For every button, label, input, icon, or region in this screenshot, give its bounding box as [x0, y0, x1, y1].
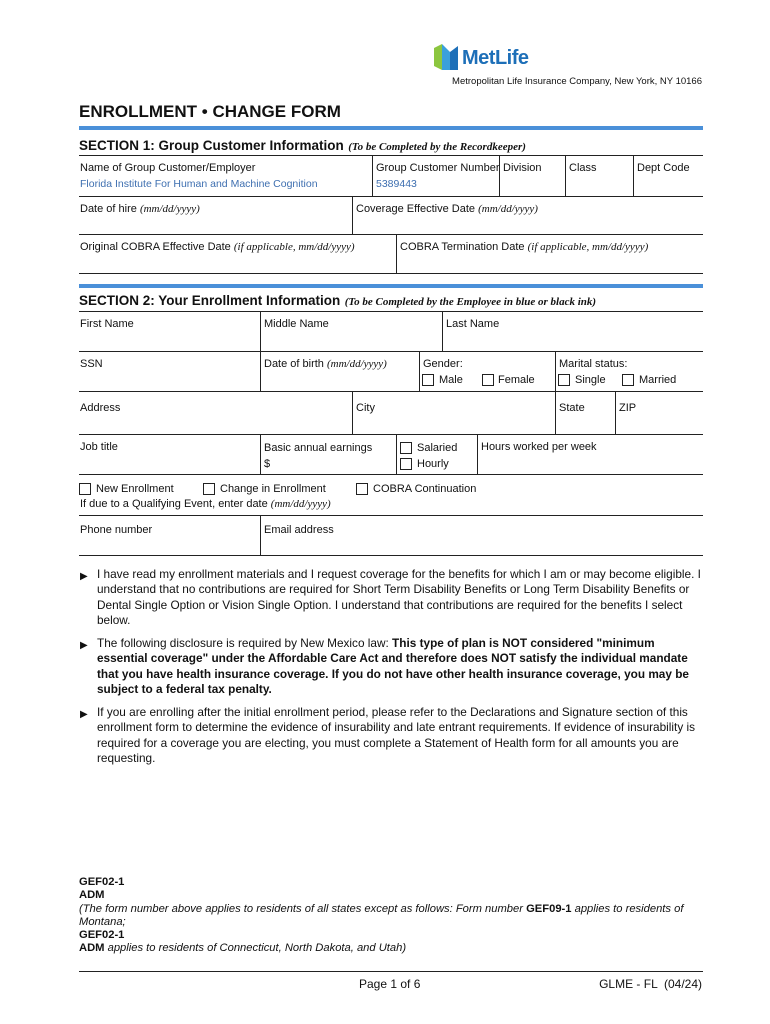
company-address: Metropolitan Life Insurance Company, New York, NY 10166: [452, 76, 702, 87]
triangle-bullet-icon: ▶: [80, 571, 88, 582]
row-rule: [79, 391, 703, 392]
female-checkbox[interactable]: [482, 374, 494, 386]
married-checkbox[interactable]: [622, 374, 634, 386]
gender-label: Gender:: [423, 358, 463, 370]
change-enrollment-label: Change in Enrollment: [220, 483, 326, 495]
divider: [555, 352, 556, 391]
divider: [615, 392, 616, 434]
group-number-label: Group Customer Number: [376, 162, 500, 174]
qualifying-event-date-field[interactable]: If due to a Qualifying Event, enter date (mm/dd/yyyy): [80, 498, 331, 510]
earnings-label: Basic annual earnings: [264, 442, 373, 454]
divider: [260, 516, 261, 555]
group-number-field[interactable]: 5389443: [376, 178, 417, 190]
divider: [499, 156, 500, 196]
group-customer-label: Name of Group Customer/Employer: [80, 162, 256, 174]
salaried-checkbox[interactable]: [400, 442, 412, 454]
triangle-bullet-icon: ▶: [80, 709, 88, 720]
married-label: Married: [639, 374, 677, 386]
divider: [419, 352, 420, 391]
male-checkbox[interactable]: [422, 374, 434, 386]
title-rule: [79, 126, 703, 130]
salaried-label: Salaried: [417, 442, 458, 454]
change-enrollment-checkbox[interactable]: [203, 483, 215, 495]
last-name-field[interactable]: Last Name: [446, 318, 500, 330]
dob-field[interactable]: Date of birth (mm/dd/yyyy): [264, 358, 387, 370]
cobra-continuation-checkbox[interactable]: [356, 483, 368, 495]
form-title: ENROLLMENT • CHANGE FORM: [79, 102, 341, 121]
row-rule: [79, 555, 703, 556]
section2-heading: SECTION 2: Your Enrollment Information (To be Completed by the Employee in blue or black ink): [79, 293, 597, 308]
form-code: GLME - FL (04/24): [599, 977, 702, 991]
triangle-bullet-icon: ▶: [80, 640, 88, 651]
state-field[interactable]: State: [559, 402, 585, 414]
male-label: Male: [439, 374, 463, 386]
cobra-continuation-label: COBRA Continuation: [373, 483, 477, 495]
cobra-effective-date-field[interactable]: Original COBRA Effective Date (if applicable, mm/dd/yyyy): [80, 241, 355, 253]
marital-status-label: Marital status:: [559, 358, 628, 370]
brand-name: MetLife: [462, 47, 529, 69]
row-rule: [79, 351, 703, 352]
footer-rule: [79, 971, 703, 972]
coverage-effective-date-field[interactable]: Coverage Effective Date (mm/dd/yyyy): [356, 203, 538, 215]
single-checkbox[interactable]: [558, 374, 570, 386]
section2-rule: [79, 284, 703, 288]
divider: [396, 435, 397, 474]
divider: [442, 312, 443, 351]
job-title-field[interactable]: Job title: [80, 441, 118, 453]
metlife-logo: [434, 44, 546, 72]
phone-field[interactable]: Phone number: [80, 524, 153, 536]
hours-worked-field[interactable]: Hours worked per week: [481, 441, 597, 453]
city-field[interactable]: City: [356, 402, 375, 414]
divider: [555, 392, 556, 434]
new-enrollment-label: New Enrollment: [96, 483, 174, 495]
form-number-note: GEF02-1 ADM (The form number above applies to residents of all states except as follows: Form number GEF09-1 applies to residents of Montana; GEF02-1 ADM applies to residents of Connecticut, North Dakota, and Utah): [79, 876, 684, 955]
dept-code-field[interactable]: Dept Code: [637, 162, 690, 174]
divider: [633, 156, 634, 196]
cobra-termination-date-field[interactable]: COBRA Termination Date (if applicable, mm/dd/yyyy): [400, 241, 649, 253]
division-field[interactable]: Division: [503, 162, 542, 174]
ssn-field[interactable]: SSN: [80, 358, 103, 370]
date-of-hire-field[interactable]: Date of hire (mm/dd/yyyy): [80, 203, 200, 215]
first-name-field[interactable]: First Name: [80, 318, 134, 330]
new-mexico-disclosure-paragraph: ▶ The following disclosure is required by New Mexico law: This type of plan is NOT considered "minimum essential coverage" under the Affordable Care Act and therefore does NOT satisfy the individual mandate that you have health insurance coverage. If you do not have other health insurance coverage, you may be subject to a federal tax penalty.: [80, 636, 689, 696]
divider: [396, 235, 397, 273]
divider: [352, 392, 353, 434]
metlife-logo-icon: [434, 44, 458, 70]
divider: [260, 435, 261, 474]
address-field[interactable]: Address: [80, 402, 121, 414]
class-field[interactable]: Class: [569, 162, 597, 174]
row-rule: [79, 196, 703, 197]
row-rule: [79, 311, 703, 312]
row-rule: [79, 515, 703, 516]
section1-heading: SECTION 1: Group Customer Information (To be Completed by the Recordkeeper): [79, 138, 526, 153]
divider: [477, 435, 478, 474]
hourly-checkbox[interactable]: [400, 458, 412, 470]
divider: [372, 156, 373, 196]
acknowledgement-paragraph: ▶ I have read my enrollment materials and I request coverage for the benefits for which I am or may become eligible. I understand that no contributions are required for Short Term Disability Benefits or Long Term Disability Benefits or Dental Single Option or Vision Single Option. I understand that contributions are required for the benefits I select below.: [80, 567, 701, 627]
email-field[interactable]: Email address: [264, 524, 334, 536]
zip-field[interactable]: ZIP: [619, 402, 637, 414]
middle-name-field[interactable]: Middle Name: [264, 318, 329, 330]
single-label: Single: [575, 374, 606, 386]
group-customer-field[interactable]: Florida Institute For Human and Machine Cognition: [80, 178, 318, 190]
page-number: Page 1 of 6: [359, 977, 421, 991]
row-rule: [79, 474, 703, 475]
row-rule: [79, 273, 703, 274]
row-rule: [79, 234, 703, 235]
new-enrollment-checkbox[interactable]: [79, 483, 91, 495]
earnings-field[interactable]: $: [264, 458, 271, 470]
divider: [260, 352, 261, 391]
hourly-label: Hourly: [417, 458, 449, 470]
divider: [352, 197, 353, 234]
late-enrollment-paragraph: ▶ If you are enrolling after the initial enrollment period, please refer to the Declarations and Signature section of this enrollment form to determine the evidence of insurability and late entrant requirements. If evidence of insurability is required for a coverage you are electing, you must complete a Statement of Health form for all amounts you are requesting.: [80, 705, 696, 765]
divider: [565, 156, 566, 196]
divider: [260, 312, 261, 351]
female-label: Female: [498, 374, 535, 386]
row-rule: [79, 434, 703, 435]
section1-rule: [79, 155, 703, 156]
